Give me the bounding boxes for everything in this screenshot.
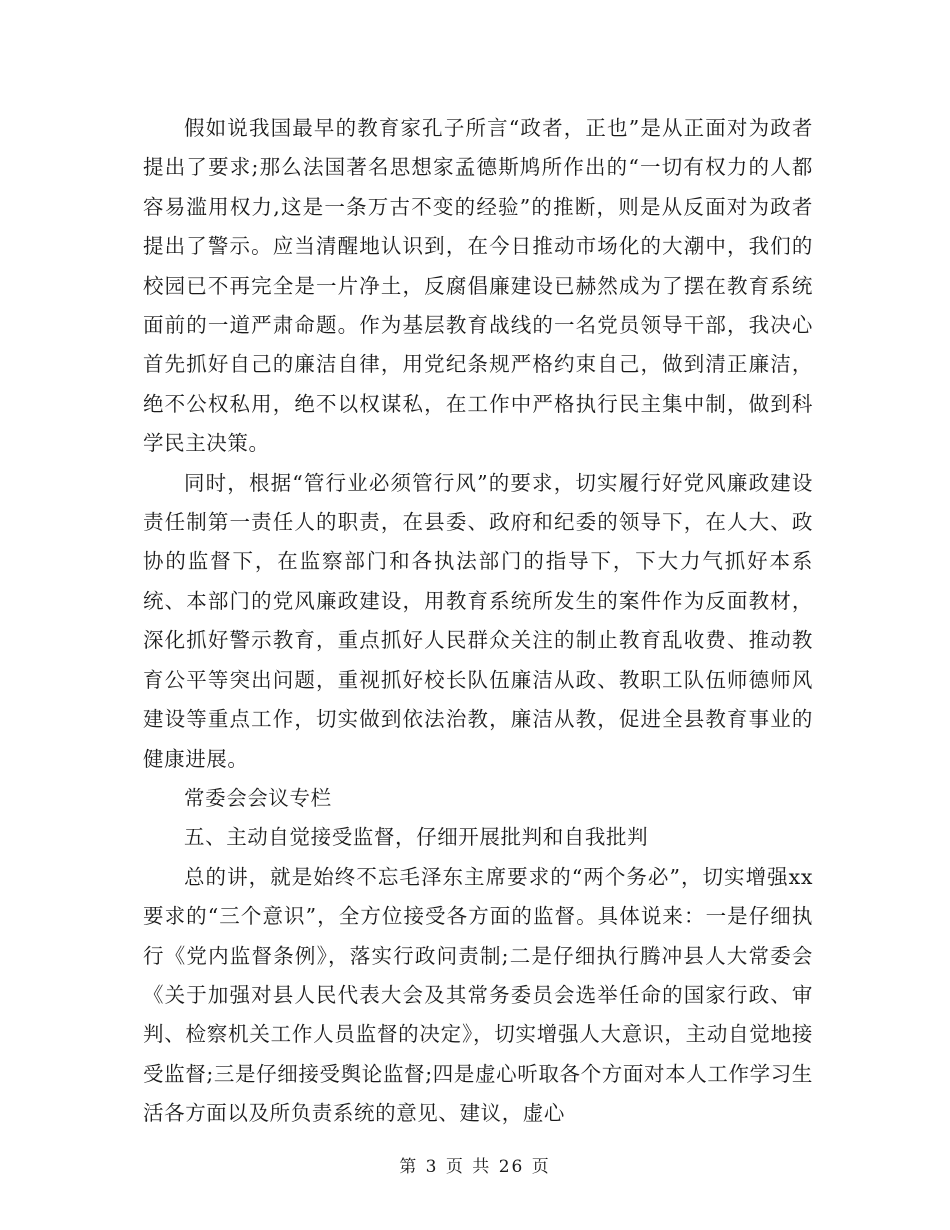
paragraph-1: 假如说我国最早的教育家孔子所言“政者，正也”是从正面对为政者提出了要求;那么法国著名思想家孟德斯鸠所作出的“一切有权力的人都容易滥用权力,这是一条万古不变的经验”的推断，则是从反面对为政者提出了警示。应当清醒地认识到，在今日推动市场化的大潮中，我们的校园已不再完全是一片净土，反腐倡廉建设已赫然成为了摆在教育系统面前的一道严肃命题。作为基层教育战线的一名党员领导干部，我决心首先抓好自己的廉洁自律，用党纪条规严格约束自己，做到清正廉洁，绝不公权私用，绝不以权谋私，在工作中严格执行民主集中制，做到科学民主决策。 xyxy=(143,116,813,456)
section-heading-column: 常委会会议专栏 xyxy=(184,785,332,810)
paragraph-2: 同时，根据“管行业必须管行风”的要求，切实履行好党风廉政建设责任制第一责任人的职责，在县委、政府和纪委的领导下，在人大、政协的监督下，在监察部门和各执法部门的指导下，下大力气抓好本系统、本部门的党风廉政建设，用教育系统所发生的案件作为反面教材，深化抓好警示教育，重点抓好人民群众关注的制止教育乱收费、推动教育公平等突出问题，重视抓好校长队伍廉洁从政、教职工队伍师德师风建设等重点工作，切实做到依法治教，廉洁从教，促进全县教育事业的健康进展。 xyxy=(143,470,813,771)
section-heading-five: 五、主动自觉接受监督，仔细开展批判和自我批判 xyxy=(184,825,649,850)
document-body xyxy=(143,109,813,1134)
page-number-footer: 第 3 页 共 26 页 xyxy=(399,1157,551,1177)
paragraph-3: 总的讲，就是始终不忘毛泽东主席要求的“两个务必”，切实增强xx要求的“三个意识”，全方位接受各方面的监督。具体说来：一是仔细执行《党内监督条例》，落实行政问责制;二是仔细执行腾冲县人大常委会《关于加强对县人民代表大会及其常务委员会选举任命的国家行政、审判、检察机关工作人员监督的决定》，切实增强人大意识，主动自觉地接受监督;三是仔细接受舆论监督;四是虚心听取各个方面对本人工作学习生活各方面以及所负责系统的意见、建议，虚心 xyxy=(143,864,813,1126)
